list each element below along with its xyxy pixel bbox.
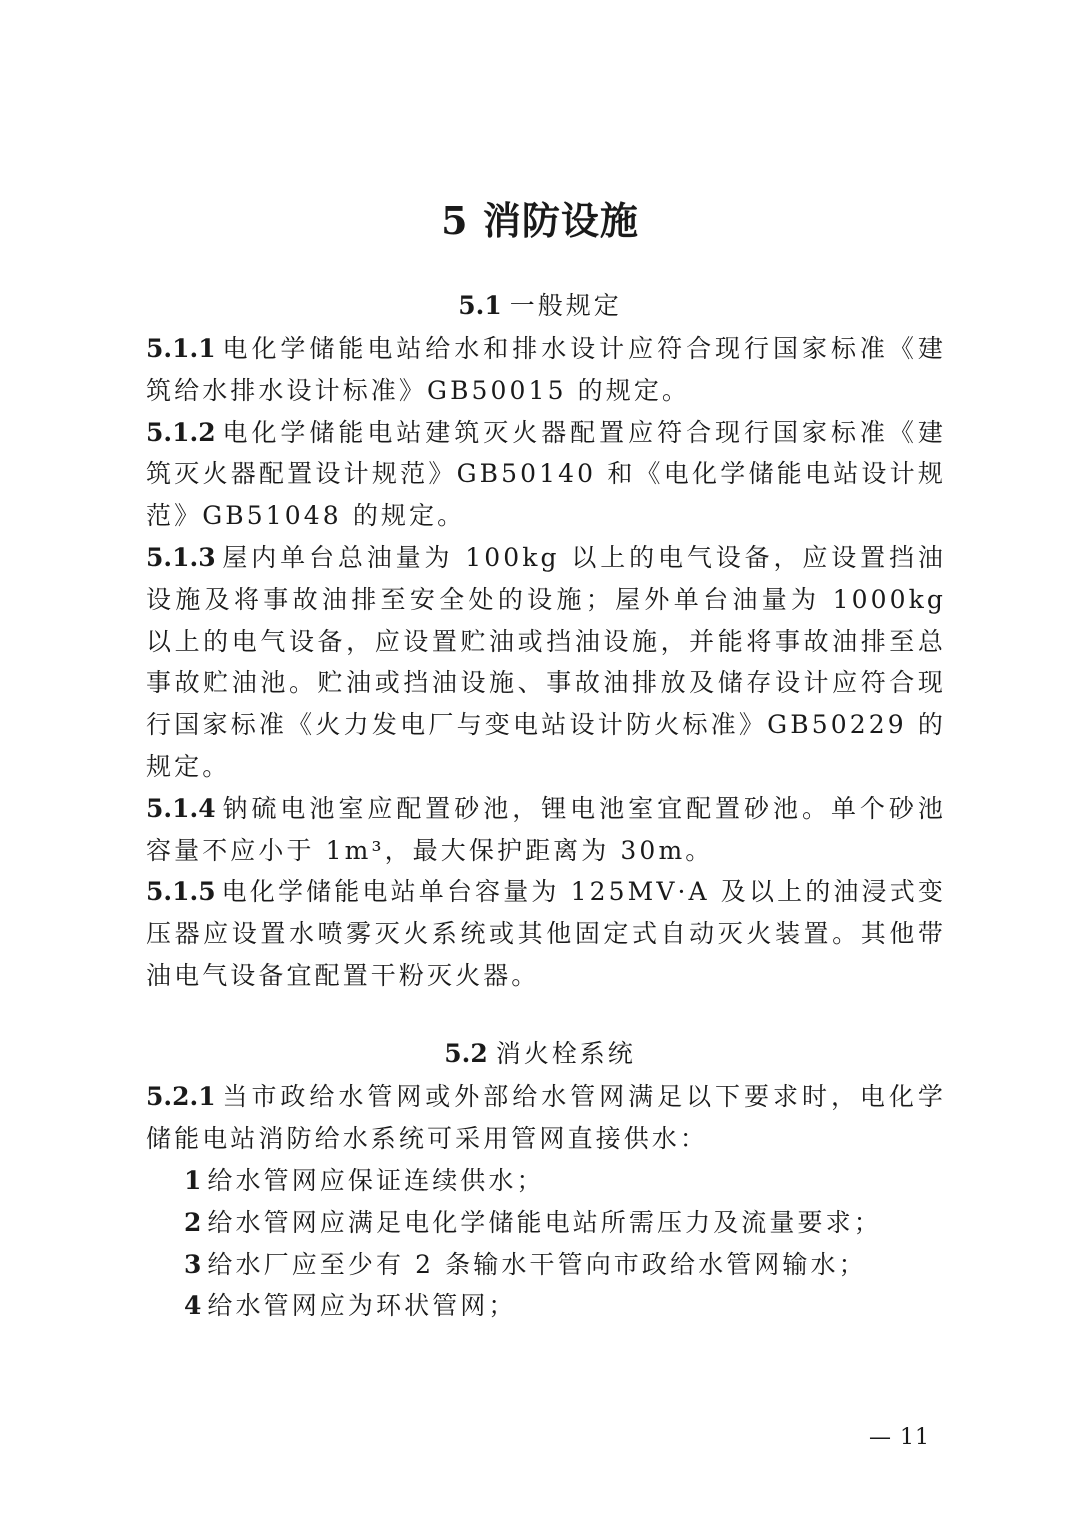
section-5-1-body — [146, 328, 946, 997]
section-heading-5-2 — [0, 1034, 1080, 1070]
clause-text: 当市政给水管网或外部给水管网满足以下要求时，电化学储能电站消防给水系统可采用管网直接供水： — [146, 1082, 946, 1153]
page-number: — 11 — [869, 1425, 930, 1450]
clause-number: 5.1.1 — [146, 334, 216, 363]
clause-number: 5.1.3 — [146, 542, 216, 572]
item-text: 给水管网应满足电化学储能电站所需压力及流量要求； — [207, 1207, 882, 1237]
item-number: 1 — [184, 1166, 202, 1195]
item-text: 给水管网应保证连续供水； — [207, 1166, 545, 1195]
requirement-list — [184, 1160, 964, 1327]
clause-5-1-2 — [146, 412, 946, 537]
clause-number: 5.1.4 — [146, 793, 216, 823]
clause-text: 电化学储能电站给水和排水设计应符合现行国家标准《建筑给水排水设计标准》GB50015 的规定。 — [146, 334, 946, 405]
section-number: 5.2 — [444, 1039, 488, 1068]
clause-5-2-1 — [146, 1076, 946, 1160]
item-number: 4 — [184, 1291, 202, 1321]
clause-number: 5.1.2 — [146, 417, 216, 447]
section-title: 消火栓系统 — [495, 1039, 636, 1068]
clause-text: 钠硫电池室应配置砂池，锂电池室宜配置砂池。单个砂池容量不应小于 1m³，最大保护距离为 30m。 — [146, 793, 946, 865]
clause-5-1-3 — [146, 537, 946, 788]
item-text: 给水管网应为环状管网； — [207, 1291, 517, 1321]
list-item — [184, 1285, 964, 1327]
item-number: 2 — [184, 1207, 202, 1237]
clause-5-1-4 — [146, 788, 946, 872]
section-number: 5.1 — [458, 291, 502, 320]
clause-text: 屋内单台总油量为 100kg 以上的电气设备，应设置挡油设施及将事故油排至安全处的设施；屋外单台油量为 1000kg 以上的电气设备，应设置贮油或挡油设施，并能将事故油排至总事故贮油池。贮油或挡油设施、事故油排放及储存设计应符合现行国家标准《火力发电厂与变电站设计防火标准》GB50229 的规定。 — [146, 542, 946, 781]
list-item — [184, 1202, 964, 1244]
section-title: 一般规定 — [509, 291, 622, 320]
list-item — [184, 1160, 964, 1202]
clause-number: 5.1.5 — [146, 877, 216, 907]
clause-5-1-1 — [146, 328, 946, 412]
chapter-title: 5 消防设施 — [441, 198, 639, 243]
section-5-2-body — [146, 1076, 946, 1160]
clause-number: 5.2.1 — [146, 1082, 216, 1111]
section-heading-5-1 — [0, 286, 1080, 322]
clause-5-1-5 — [146, 871, 946, 996]
item-text: 给水厂应至少有 2 条输水干管向市政给水管网输水； — [207, 1249, 867, 1279]
clause-text: 电化学储能电站单台容量为 125MV·A 及以上的油浸式变压器应设置水喷雾灭火系统或其他固定式自动灭火装置。其他带油电气设备宜配置干粉灭火器。 — [146, 877, 946, 990]
item-number: 3 — [184, 1249, 202, 1279]
clause-text: 电化学储能电站建筑灭火器配置应符合现行国家标准《建筑灭火器配置设计规范》GB50140 和《电化学储能电站设计规范》GB51048 的规定。 — [146, 417, 946, 531]
list-item — [184, 1244, 964, 1286]
